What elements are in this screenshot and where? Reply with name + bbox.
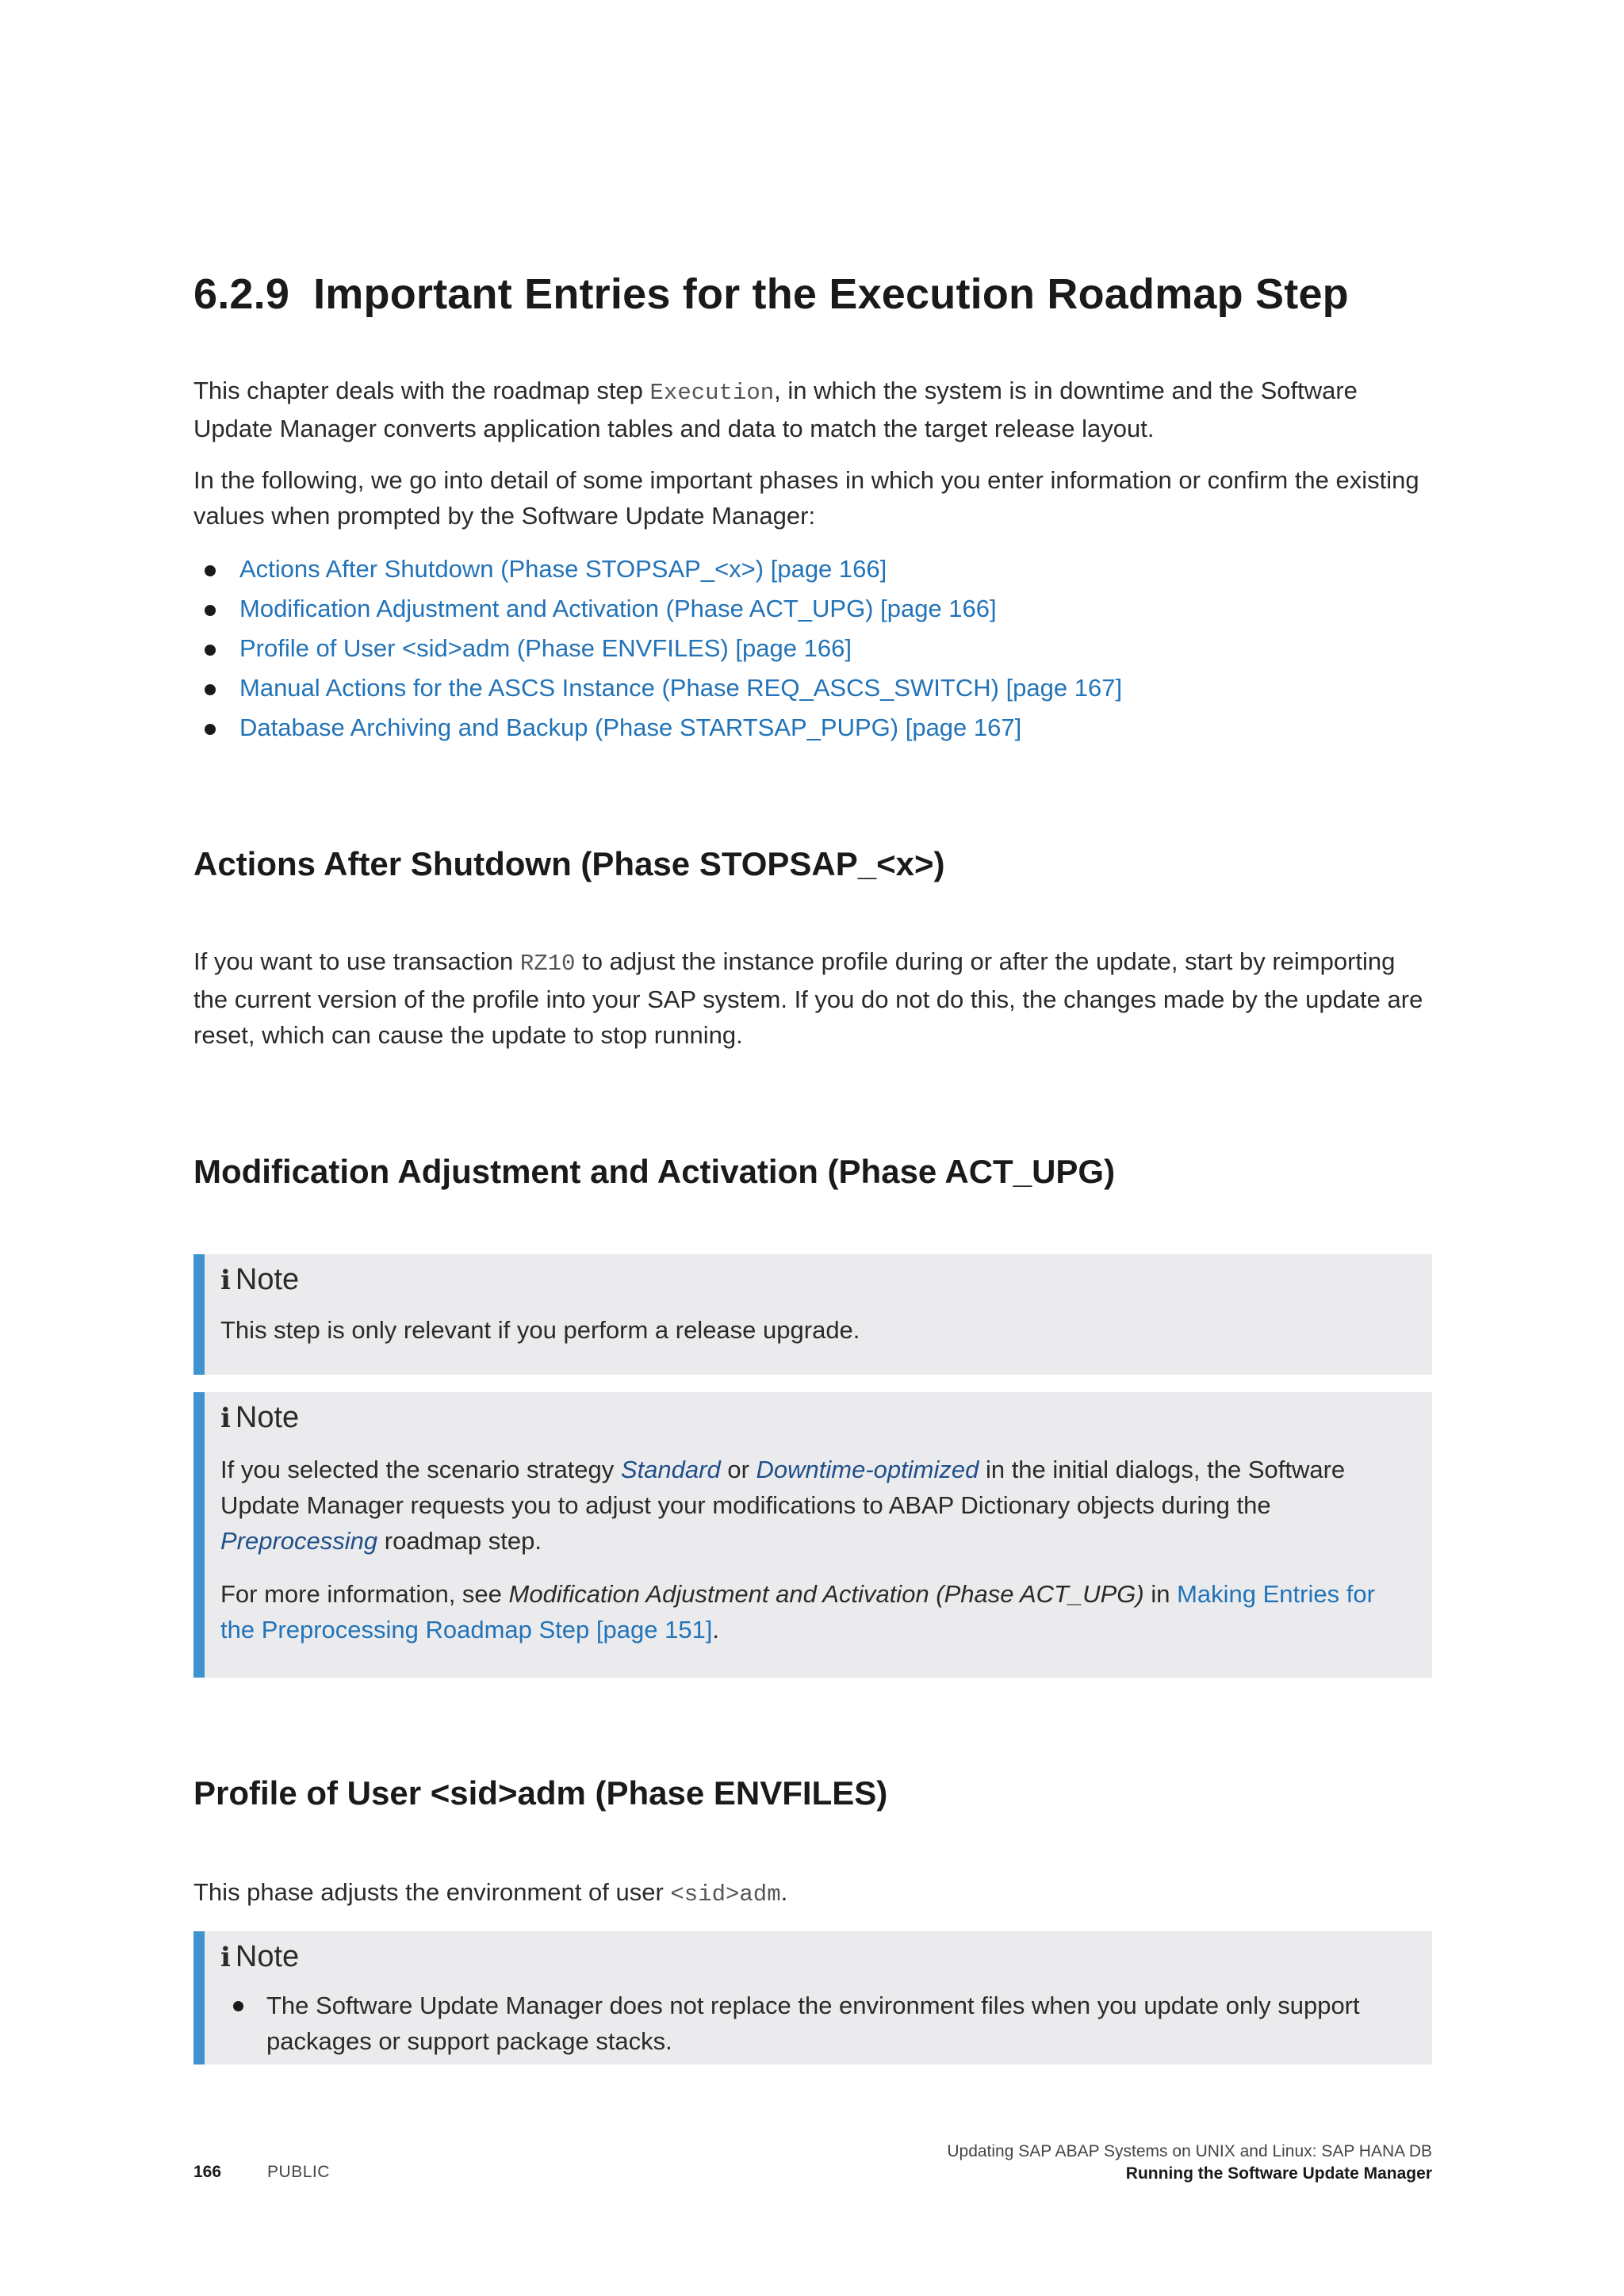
section1-text-a: If you want to use transaction	[193, 947, 520, 975]
intro-code-execution: Execution	[649, 380, 775, 406]
link-making-entries-preprocessing[interactable]: Making Entries for the Preprocessing Roadmap Step [page 151]	[220, 1580, 1375, 1644]
section3-code-sidadm: <sid>adm	[670, 1881, 781, 1908]
note-text: .	[712, 1616, 720, 1644]
bullet-icon	[233, 2001, 243, 2011]
note-list	[220, 1988, 1400, 2059]
note-text: in the initial dialogs, the Software Update Manager requests you to adjust your modifications to ABAP Dictionary objects during the	[220, 1456, 1346, 1519]
toc-link-profile-of-user[interactable]: Profile of User <sid>adm (Phase ENVFILES) [page 166]	[239, 634, 852, 662]
note-box-release-upgrade	[193, 1254, 1432, 1375]
page-number: 166	[193, 2163, 222, 2181]
classification-label: PUBLIC	[267, 2163, 330, 2181]
note-paragraph-2	[220, 1576, 1400, 1647]
section1-code-rz10: RZ10	[519, 951, 576, 977]
chapter-heading	[193, 270, 1349, 319]
term-downtime-optimized: Downtime-optimized	[756, 1456, 979, 1483]
intro-paragraph-2: In the following, we go into detail of some important phases in which you enter information or confirm the existing values when prompted by the Software Update Manager:	[193, 466, 1419, 530]
term-preprocessing: Preprocessing	[220, 1527, 378, 1555]
note-paragraph-1	[220, 1452, 1400, 1559]
note-text: or	[720, 1456, 756, 1483]
intro-text-a: This chapter deals with the roadmap step	[193, 377, 650, 404]
list-item	[220, 1988, 1400, 2059]
section3-text-a: This phase adjusts the environment of user	[193, 1878, 671, 1906]
intro-text-b: , in which the system is in downtime and the Software Update Manager converts application tables and data to match the target release layout.	[193, 377, 1358, 442]
note-box-environment-files	[193, 1931, 1432, 2064]
bullet-icon	[205, 645, 216, 656]
bullet-icon	[205, 565, 216, 576]
term-modification-adjustment: Modification Adjustment and Activation (Phase ACT_UPG)	[508, 1580, 1144, 1608]
term-standard: Standard	[620, 1456, 721, 1483]
section-heading-profile-of-user: Profile of User <sid>adm (Phase ENVFILES)	[193, 1774, 888, 1812]
note-label: Note	[235, 1401, 300, 1434]
intro-paragraph-1	[193, 373, 1432, 446]
note-title	[220, 1262, 1400, 1298]
list-item	[193, 668, 1432, 708]
section-heading-actions-after-shutdown: Actions After Shutdown (Phase STOPSAP_<x>)	[193, 845, 945, 882]
section1-paragraph	[193, 943, 1432, 1053]
info-icon: i	[220, 1265, 231, 1296]
chapter-number: 6.2.9	[193, 270, 290, 318]
toc-link-actions-after-shutdown[interactable]: Actions After Shutdown (Phase STOPSAP_<x>) [page 166]	[239, 555, 887, 583]
info-icon: i	[220, 1402, 231, 1434]
document-title: Updating SAP ABAP Systems on UNIX and Linux: SAP HANA DB	[947, 2142, 1432, 2160]
footer-chapter-title: Running the Software Update Manager	[1125, 2164, 1432, 2183]
list-item	[193, 549, 1432, 589]
list-item	[193, 589, 1432, 629]
note-text: in	[1143, 1580, 1178, 1608]
toc-link-list	[193, 549, 1432, 748]
page-footer-left	[193, 2163, 330, 2182]
bullet-icon	[205, 605, 216, 616]
note-title	[220, 1400, 1400, 1436]
note-text: This step is only relevant if you perform a release upgrade.	[220, 1316, 860, 1344]
bullet-icon	[205, 684, 216, 695]
section3-paragraph	[193, 1874, 1432, 1912]
list-item	[193, 629, 1432, 668]
note-label: Note	[235, 1263, 300, 1296]
toc-link-modification-adjustment[interactable]: Modification Adjustment and Activation (Phase ACT_UPG) [page 166]	[239, 595, 997, 622]
list-item	[193, 708, 1432, 748]
section1-text-b: to adjust the instance profile during or after the update, start by reimporting the current version of the profile into your SAP system. If you do not do this, the changes made by the update are reset, which can cause the update to stop running.	[193, 947, 1423, 1049]
chapter-title: Important Entries for the Execution Roadmap Step	[313, 270, 1349, 318]
note-title	[220, 1939, 1400, 1975]
note-list-text: The Software Update Manager does not replace the environment files when you update only support packages or support package stacks.	[266, 1992, 1360, 2055]
note-label: Note	[235, 1940, 300, 1973]
section-heading-modification-adjustment: Modification Adjustment and Activation (Phase ACT_UPG)	[193, 1153, 1116, 1190]
note-text: roadmap step.	[377, 1527, 542, 1555]
note-text: If you selected the scenario strategy	[220, 1456, 621, 1483]
toc-link-database-archiving[interactable]: Database Archiving and Backup (Phase STARTSAP_PUPG) [page 167]	[239, 714, 1022, 741]
note-text: For more information, see	[220, 1580, 509, 1608]
info-icon: i	[220, 1942, 231, 1973]
bullet-icon	[205, 724, 216, 735]
toc-link-manual-actions-ascs[interactable]: Manual Actions for the ASCS Instance (Phase REQ_ASCS_SWITCH) [page 167]	[239, 674, 1123, 702]
section3-text-b: .	[780, 1878, 788, 1906]
page-footer-right	[947, 2141, 1432, 2185]
note-box-scenario-strategy	[193, 1392, 1432, 1678]
